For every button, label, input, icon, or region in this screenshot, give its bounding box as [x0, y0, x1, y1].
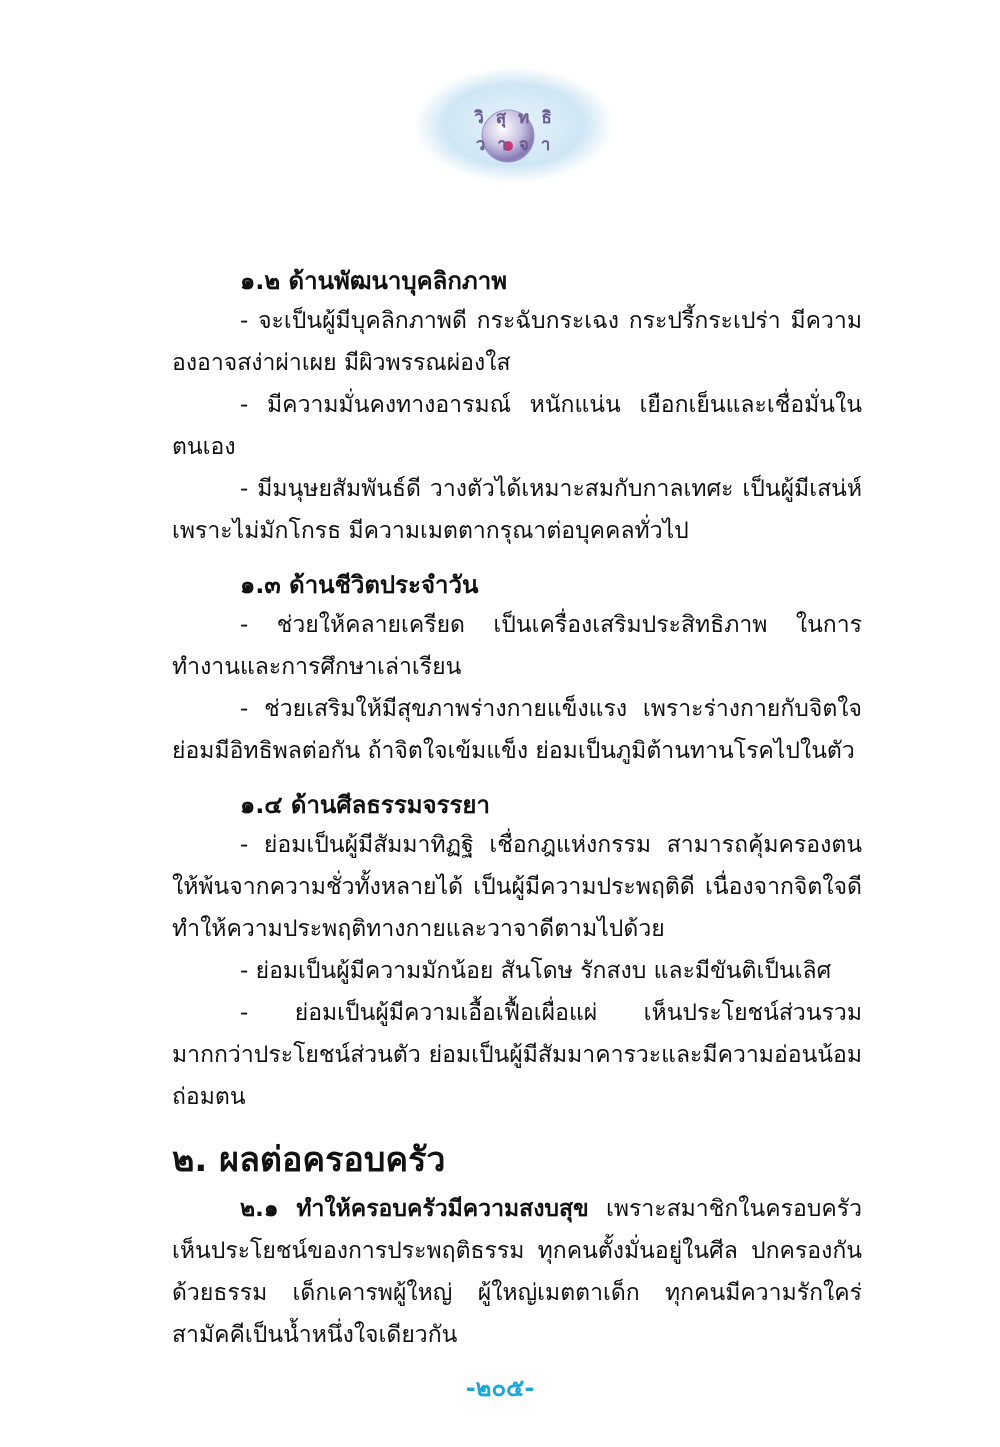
section-1-3-item: - ช่วยให้คลายเครียด เป็นเครื่องเสริมประสิทธิภาพ ในการทำงานและการศึกษาเล่าเรียน	[172, 612, 862, 680]
section-1-4-item: - ย่อมเป็นผู้มีความมักน้อย สันโดษ รักสงบ และมีขันติเป็นเลิศ	[240, 958, 832, 984]
page-number: -๒๐๕-	[465, 1374, 535, 1402]
logo	[412, 64, 616, 186]
page-content	[172, 262, 862, 1356]
section-1-2-item: - มีมนุษยสัมพันธ์ดี วางตัวได้เหมาะสมกับกาลเทศะ เป็นผู้มีเสน่ห์ เพราะไม่มักโกรธ มีความเมตตากรุณาต่อบุคคลทั่วไป	[172, 476, 862, 544]
section-2-1-text: เพราะสมาชิกในครอบครัวเห็นประโยชน์ของการประพฤติธรรม ทุกคนตั้งมั่นอยู่ในศีล ปกครองกันด้วยธรรม เด็กเคารพผู้ใหญ่ ผู้ใหญ่เมตตาเด็ก ทุกคนมีความรักใคร่สามัคคีเป็นน้ำหนึ่งใจเดียวกัน	[172, 1196, 863, 1348]
section-1-4-title: ๑.๔ ด้านศีลธรรมจรรยา	[240, 791, 490, 819]
section-2-title: ๒. ผลต่อครอบครัว	[172, 1140, 446, 1180]
section-2-1-title: ๒.๑ ทำให้ครอบครัวมีความสงบสุข	[240, 1196, 589, 1222]
section-1-3-title: ๑.๓ ด้านชีวิตประจำวัน	[240, 571, 479, 599]
section-2-1-paragraph	[172, 1188, 862, 1356]
logo-text: วิสุทธิวาจา	[474, 108, 564, 155]
section-1-2-title: ๑.๒ ด้านพัฒนาบุคลิกภาพ	[240, 267, 508, 295]
section-1-3-item: - ช่วยเสริมให้มีสุขภาพร่างกายแข็งแรง เพราะร่างกายกับจิตใจ ย่อมมีอิทธิพลต่อกัน ถ้าจิตใจเข้มแข็ง ย่อมเป็นภูมิต้านทานโรคไปในตัว	[172, 696, 862, 764]
section-1-2-item: - จะเป็นผู้มีบุคลิกภาพดี กระฉับกระเฉง กระปรี้กระเปร่า มีความองอาจสง่าผ่าเผย มีผิวพรรณผ่องใส	[172, 308, 862, 376]
section-1-4-item: - ย่อมเป็นผู้มีความเอื้อเฟื้อเผื่อแผ่ เห็นประโยชน์ส่วนรวมมากกว่าประโยชน์ส่วนตัว ย่อมเป็นผู้มีสัมมาคารวะและมีความอ่อนน้อมถ่อมตน	[172, 1000, 862, 1110]
section-1-4-item: - ย่อมเป็นผู้มีสัมมาทิฏฐิ เชื่อกฎแห่งกรรม สามารถคุ้มครองตนให้พ้นจากความชั่วทั้งหลายได้ เป็นผู้มีความประพฤติดี เนื่องจากจิตใจดี ทำให้ความประพฤติทางกายและวาจาดีตามไปด้วย	[172, 832, 862, 942]
section-1-2-item: - มีความมั่นคงทางอารมณ์ หนักแน่น เยือกเย็นและเชื่อมั่นในตนเอง	[172, 392, 862, 460]
